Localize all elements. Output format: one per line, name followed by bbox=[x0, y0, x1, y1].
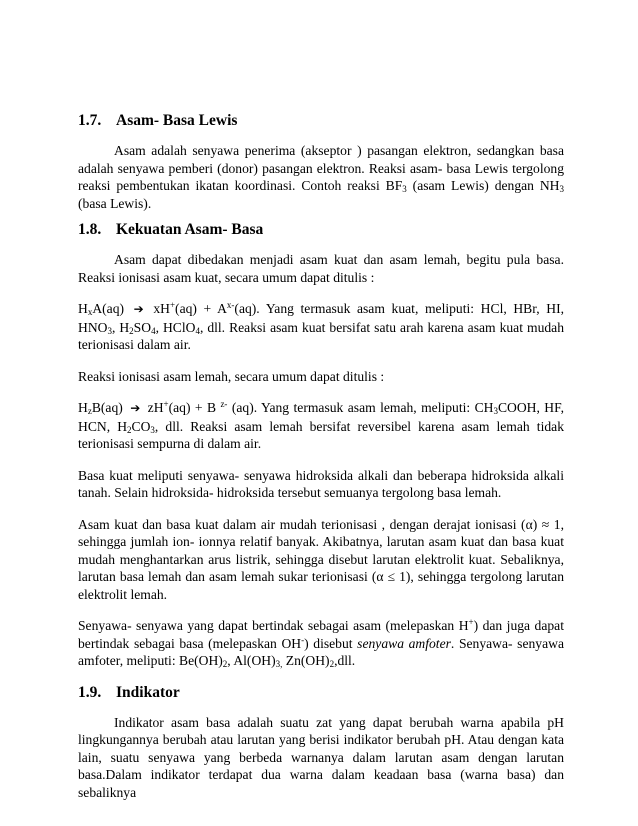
subscript: 3 bbox=[107, 325, 112, 336]
paragraph-strength-intro: Asam dapat dibedakan menjadi asam kuat dan asam lemah, begitu pula basa. Reaksi ionisasi asam kuat, secara umum dapat ditulis : bbox=[78, 252, 564, 285]
superscript: z- bbox=[220, 399, 228, 409]
text-run: (aq). Yang termasuk asam lemah, meliputi: CH bbox=[227, 400, 494, 415]
paragraph-bases: Basa kuat meliputi senyawa- senyawa hidroksida alkali dan beberapa hidroksida alkali tanah. Selain hidroksida- hidroksida tersebut semuanya tergolong basa lemah. bbox=[78, 467, 564, 500]
superscript: + bbox=[169, 300, 176, 310]
text-run: , H bbox=[111, 319, 130, 335]
text-run: , dll. Reaksi asam lemah bersifat reversibel karena asam lemah tidak terionisasi sempurna di dalam air. bbox=[78, 418, 564, 451]
superscript: + bbox=[468, 617, 474, 627]
italic-term: senyawa amfoter bbox=[357, 635, 451, 651]
text-run: Senyawa- senyawa yang dapat bertindak sebagai asam (melepaskan H bbox=[78, 618, 469, 633]
text-run: ) disebut bbox=[304, 635, 358, 651]
superscript: x- bbox=[226, 300, 235, 310]
section-title: Indikator bbox=[116, 683, 180, 701]
arrow-icon: ➔ bbox=[130, 401, 141, 415]
subscript: 3 bbox=[559, 184, 564, 194]
text-run: , dll. Reaksi asam kuat bersifat satu arah karena asam kuat mudah terionisasi dalam air. bbox=[78, 319, 564, 352]
section-title: Asam- Basa Lewis bbox=[116, 112, 238, 129]
superscript: + bbox=[163, 399, 169, 409]
superscript: - bbox=[301, 634, 305, 645]
text-run: Zn(OH) bbox=[282, 653, 330, 668]
text-run: H bbox=[78, 400, 88, 415]
subscript: 2 bbox=[222, 659, 228, 669]
subscript: x bbox=[87, 307, 93, 317]
text-run: (aq). Yang termasuk asam kuat, meliputi: HCl, HBr, HI, HNO bbox=[78, 301, 564, 335]
text-run: Asam adalah senyawa penerima (akseptor ) pasangan elektron, sedangkan basa adalah senyawa pemberi (donor) pasangan elektron. Reaksi asam- basa Lewis tergolong reaksi pembentukan ikatan koordinasi. Contoh reaksi BF bbox=[78, 143, 564, 193]
text-run: SO bbox=[133, 319, 152, 335]
text-run: ) dan juga dapat bertindak sebagai basa (melepaskan OH bbox=[78, 618, 564, 651]
text-run: (basa Lewis). bbox=[78, 195, 152, 211]
section-number: 1.8. bbox=[78, 221, 102, 238]
section-heading-1-9 bbox=[78, 684, 564, 702]
text-run: ,dll. bbox=[334, 653, 356, 668]
arrow-icon: ➔ bbox=[133, 302, 144, 316]
text-run: , HClO bbox=[155, 319, 196, 335]
text-run: , Al(OH) bbox=[227, 653, 276, 668]
subscript: 2 bbox=[129, 325, 134, 336]
text-run: (aq) + B bbox=[168, 400, 221, 415]
subscript: 3 bbox=[402, 184, 407, 194]
subscript: 3 bbox=[493, 406, 498, 416]
section-number: 1.9. bbox=[78, 683, 102, 701]
text-run: (asam Lewis) dengan NH bbox=[406, 178, 560, 193]
section-number: 1.7. bbox=[78, 112, 102, 129]
subscript: 4 bbox=[195, 325, 200, 336]
text-run: H bbox=[78, 301, 88, 316]
paragraph-ionization: Asam kuat dan basa kuat dalam air mudah terionisasi , dengan derajat ionisasi (α) ≈ 1, sehingga jumlah ion- ionnya relatif banyak. Akibatnya, larutan asam kuat dan basa kuat mudah menghantarkan arus listrik, sehingga disebut larutan elektrolit kuat. Sebaliknya, larutan basa lemah dan asam lemah sukar terionisasi (α ≤ 1), sehingga tergolong larutan elektrolit lemah. bbox=[78, 516, 564, 602]
text-run: xH bbox=[146, 301, 170, 316]
paragraph-weak-acid-equation bbox=[78, 399, 564, 453]
text-run: B(aq) bbox=[91, 400, 128, 415]
subscript: 3, bbox=[275, 659, 283, 669]
section-title: Kekuatan Asam- Basa bbox=[116, 221, 264, 238]
subscript: 2 bbox=[329, 659, 335, 669]
paragraph-lewis bbox=[78, 142, 564, 212]
paragraph-indicator: Indikator asam basa adalah suatu zat yang dapat berubah warna apabila pH lingkungannya berubah atau larutan yang berisi indikator berubah pH. Atau dengan kata lain, suatu senyawa yang berbeda warnanya dalam larutan asam dengan larutan basa.Dalam indikator terdapat dua warna dalam keadaan basa (warna basa) dan sebaliknya bbox=[78, 714, 564, 800]
text-run: . Senyawa- senyawa amfoter, meliputi: Be(OH) bbox=[78, 635, 564, 668]
paragraph-strong-acid-equation bbox=[78, 300, 564, 354]
subscript: 3 bbox=[150, 424, 155, 435]
subscript: 4 bbox=[151, 325, 156, 336]
text-run: A(aq) bbox=[92, 301, 131, 316]
subscript: 2 bbox=[127, 424, 132, 435]
text-run: CO bbox=[131, 418, 151, 434]
section-heading-1-8 bbox=[78, 221, 564, 239]
paragraph-amphoteric bbox=[78, 617, 564, 670]
paragraph-weak-acid-intro: Reaksi ionisasi asam lemah, secara umum dapat ditulis : bbox=[78, 368, 385, 384]
text-run: COOH, HF, HCN, H bbox=[78, 400, 564, 434]
section-heading-1-7 bbox=[78, 112, 564, 130]
text-run: (aq) + A bbox=[175, 301, 227, 316]
text-run: zH bbox=[143, 400, 164, 415]
subscript: z bbox=[87, 406, 92, 416]
